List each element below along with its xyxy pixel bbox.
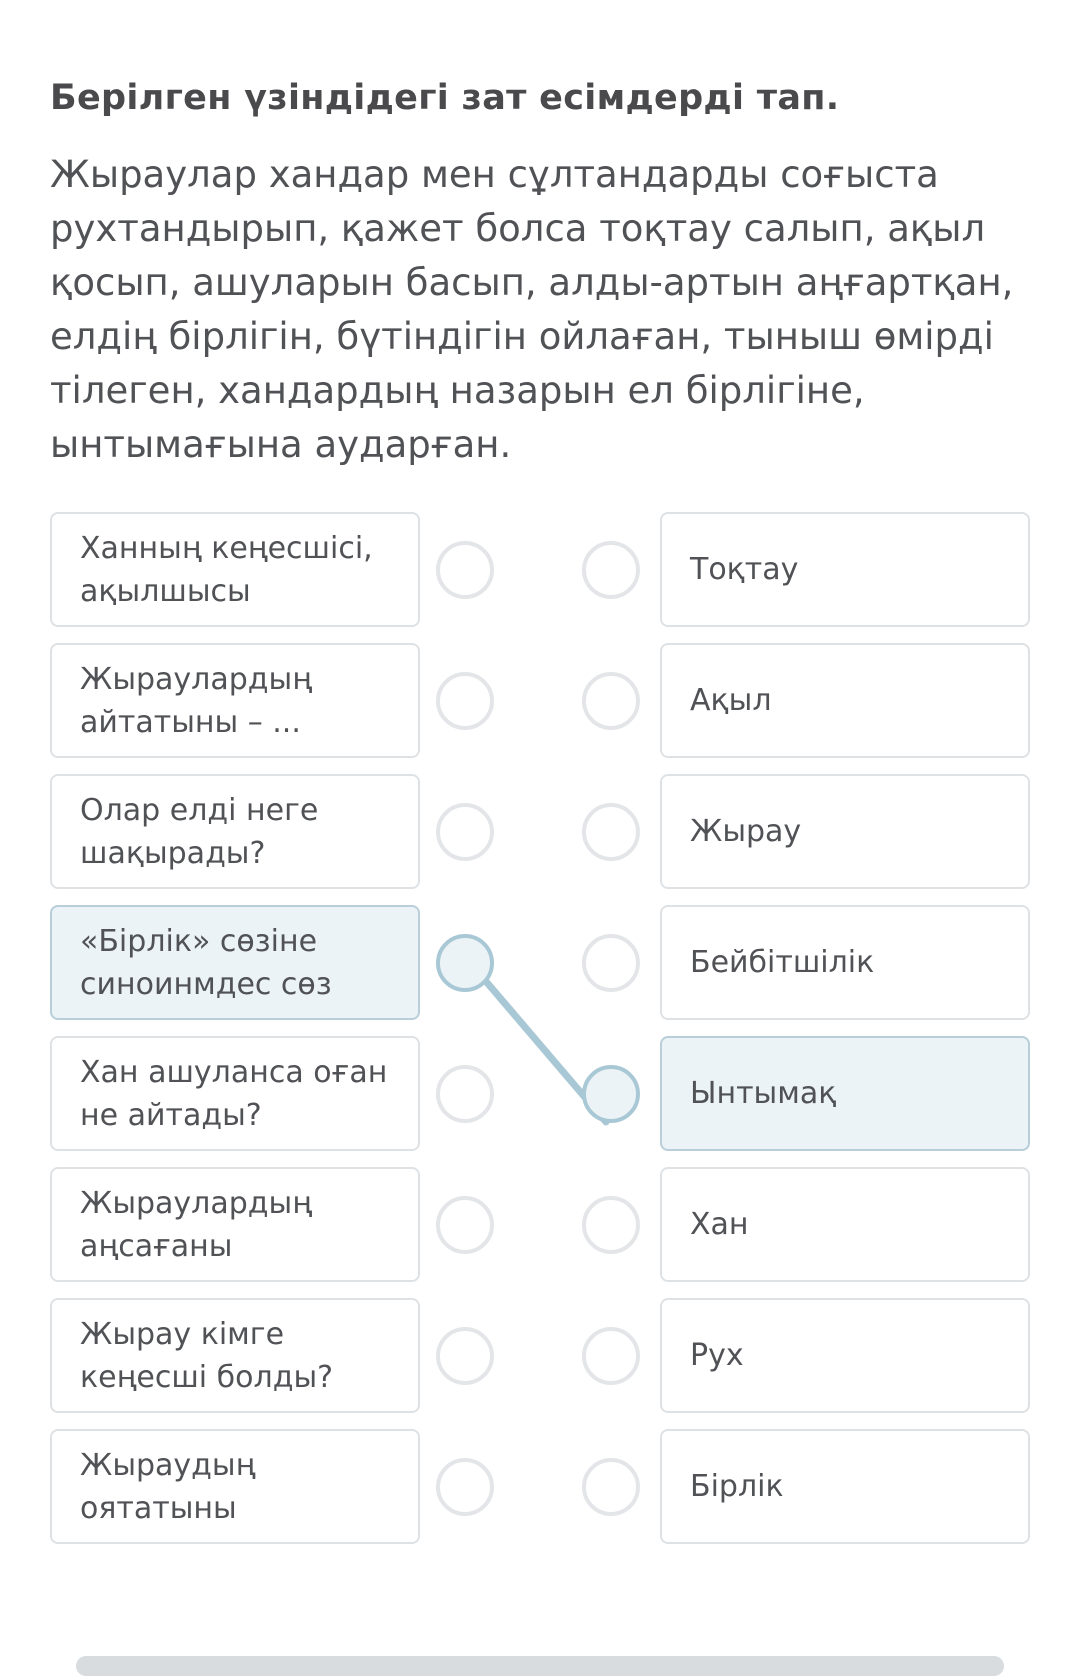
right-item-label: Хан bbox=[690, 1207, 749, 1242]
left-connector-dot-6[interactable] bbox=[436, 1196, 494, 1254]
left-item-4[interactable] bbox=[50, 905, 420, 1020]
bottom-scroll-bar[interactable] bbox=[76, 1656, 1004, 1676]
right-item-label: Тоқтау bbox=[690, 552, 799, 587]
left-connector-dot-2[interactable] bbox=[436, 672, 494, 730]
left-item-label: Жыраулардың айтатыны – ... bbox=[80, 661, 313, 740]
left-item-label: Хан ашуланса оған не айтады? bbox=[80, 1054, 388, 1133]
left-item-3[interactable] bbox=[50, 774, 420, 889]
left-item-1[interactable] bbox=[50, 512, 420, 627]
left-item-8[interactable] bbox=[50, 1429, 420, 1544]
right-connector-dot-6[interactable] bbox=[582, 1196, 640, 1254]
left-connector-dot-3[interactable] bbox=[436, 803, 494, 861]
left-item-label: Ханның кеңесшісі, ақылшысы bbox=[80, 530, 373, 609]
right-connector-dot-7[interactable] bbox=[582, 1327, 640, 1385]
right-connector-dot-3[interactable] bbox=[582, 803, 640, 861]
right-item-label: Ынтымақ bbox=[690, 1076, 837, 1111]
question-title: Берілген үзіндідегі зат есімдерді тап. bbox=[50, 78, 840, 118]
left-connector-dot-1[interactable] bbox=[436, 541, 494, 599]
right-item-6[interactable] bbox=[660, 1167, 1030, 1282]
right-item-8[interactable] bbox=[660, 1429, 1030, 1544]
right-connector-dot-1[interactable] bbox=[582, 541, 640, 599]
right-item-label: Рух bbox=[690, 1338, 744, 1373]
left-connector-dot-4[interactable] bbox=[436, 934, 494, 992]
right-item-7[interactable] bbox=[660, 1298, 1030, 1413]
right-connector-dot-4[interactable] bbox=[582, 934, 640, 992]
left-item-label: Олар елді неге шақырады? bbox=[80, 792, 319, 871]
left-connector-dot-8[interactable] bbox=[436, 1458, 494, 1516]
left-item-5[interactable] bbox=[50, 1036, 420, 1151]
left-item-label: «Бірлік» сөзіне синоинмдес сөз bbox=[80, 923, 332, 1002]
left-connector-dot-7[interactable] bbox=[436, 1327, 494, 1385]
right-item-label: Бейбітшілік bbox=[690, 945, 875, 980]
right-connector-dot-2[interactable] bbox=[582, 672, 640, 730]
right-item-label: Жырау bbox=[690, 814, 802, 849]
left-item-6[interactable] bbox=[50, 1167, 420, 1282]
question-passage: Жыраулар хандар мен сұлтандарды соғыста рухтандырып, қажет болса тоқтау салып, ақыл қосып, ашуларын басып, алды-артын аңғартқан, елдің бірлігін, бүтіндігін ойлаған, тыныш өмірді тілеген, хандардың назарын ел бірлігіне, ынтымағына аударған. bbox=[50, 153, 1014, 466]
right-item-2[interactable] bbox=[660, 643, 1030, 758]
right-item-1[interactable] bbox=[660, 512, 1030, 627]
left-item-2[interactable] bbox=[50, 643, 420, 758]
right-item-4[interactable] bbox=[660, 905, 1030, 1020]
right-item-3[interactable] bbox=[660, 774, 1030, 889]
left-item-7[interactable] bbox=[50, 1298, 420, 1413]
right-item-label: Бірлік bbox=[690, 1469, 784, 1504]
right-item-5[interactable] bbox=[660, 1036, 1030, 1151]
right-item-label: Ақыл bbox=[690, 683, 772, 718]
left-item-label: Жыраудың оятатыны bbox=[80, 1447, 256, 1526]
left-item-label: Жырау кімге кеңесші болды? bbox=[80, 1316, 334, 1395]
left-item-label: Жыраулардың аңсағаны bbox=[80, 1185, 313, 1264]
right-connector-dot-8[interactable] bbox=[582, 1458, 640, 1516]
right-connector-dot-5[interactable] bbox=[582, 1065, 640, 1123]
left-connector-dot-5[interactable] bbox=[436, 1065, 494, 1123]
